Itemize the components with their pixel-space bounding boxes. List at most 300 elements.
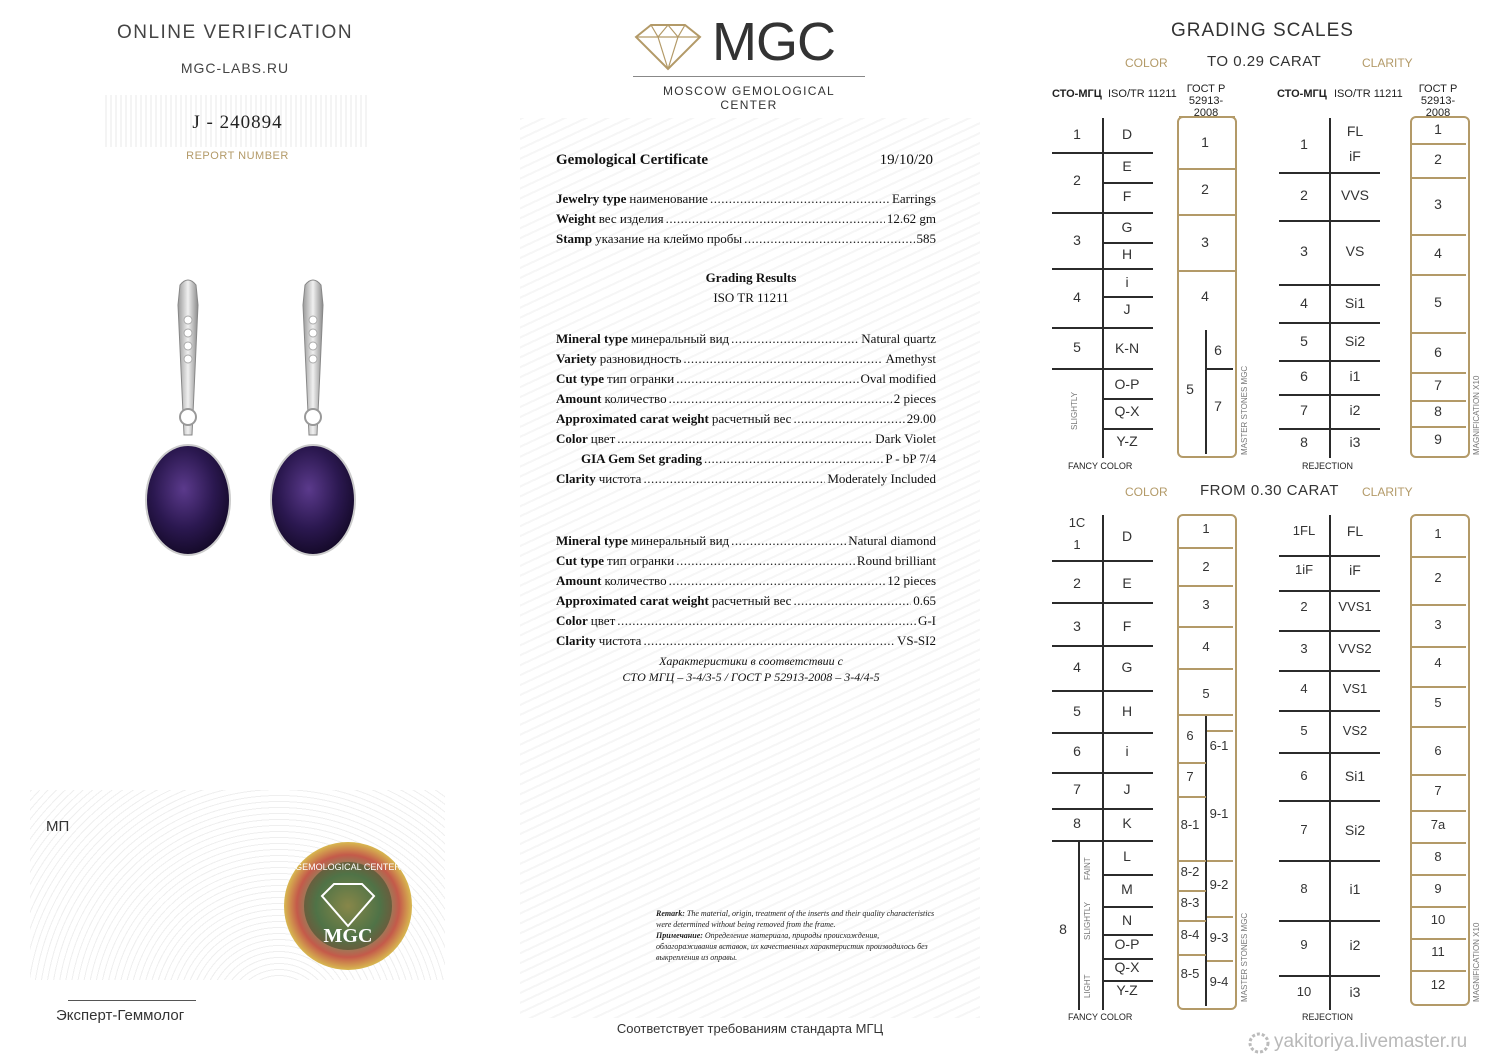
scale-cell: K [1122, 815, 1132, 831]
box-divider [1412, 686, 1466, 688]
row-label-ru: тип огранки [607, 553, 675, 568]
row-label-ru: количество [604, 573, 667, 588]
scale-line [1103, 182, 1153, 184]
scale-cell: VVS2 [1338, 641, 1372, 656]
scale-cell: 6 [1214, 342, 1222, 358]
scale-cell: 5 [1186, 381, 1194, 397]
certificate-row [556, 612, 936, 630]
grading-scales-title: GRADING SCALES [1171, 20, 1354, 41]
row-value: Earrings [891, 191, 936, 206]
signature-line [68, 1000, 196, 1001]
scale-cell: iF [1349, 148, 1361, 164]
scale-cell: 6 [1434, 344, 1442, 360]
certificate-row [556, 230, 936, 248]
box-divider [1412, 842, 1466, 844]
row-value: 585 [916, 231, 936, 246]
scale-cell: J [1123, 301, 1131, 317]
scale-cell: 8-2 [1180, 864, 1200, 879]
certificate-row [556, 210, 936, 228]
box-divider [1179, 796, 1206, 798]
certificate-row [556, 572, 936, 590]
scale-line [1330, 590, 1380, 592]
scale-cell: E [1122, 575, 1132, 591]
report-number-label: REPORT NUMBER [186, 150, 289, 162]
scale-line [1052, 645, 1102, 647]
scale-line [1052, 732, 1102, 734]
online-verification-title: ONLINE VERIFICATION [116, 22, 354, 43]
site-link[interactable]: MGC-LABS.RU [180, 60, 290, 76]
box-divider [1179, 668, 1233, 670]
scale-cell: K-N [1114, 340, 1140, 356]
box-divider [1179, 547, 1233, 549]
row-label-en: Clarity [556, 471, 596, 486]
row-leader-dots [731, 330, 859, 348]
row-label-ru: цвет [590, 431, 616, 446]
scale-cell: 1FL [1292, 523, 1316, 538]
row-value: Natural diamond [848, 533, 936, 548]
scale-line [1330, 360, 1380, 362]
row-label [556, 430, 615, 448]
rejection-label-2: REJECTION [1302, 1012, 1354, 1022]
row-label [556, 410, 791, 428]
scale-cell: 9-3 [1209, 930, 1229, 945]
gost-header-clarity [1412, 83, 1464, 119]
scale-cell: 4 [1073, 289, 1081, 305]
scale-cell: 5 [1073, 703, 1081, 719]
master-stones-label-1: MASTER STONES MGC [1240, 365, 1249, 455]
scale-line [1279, 630, 1329, 632]
scale-cell: 1 [1434, 526, 1442, 541]
box-divider [1179, 270, 1235, 272]
box-divider [1412, 726, 1466, 728]
row-label-en: Jewelry type [556, 191, 627, 206]
scale-line [1330, 172, 1380, 174]
scale-line [1103, 428, 1153, 430]
row-label [556, 572, 667, 590]
standard-footer: Соответствует требованиям стандарта МГЦ [616, 1021, 884, 1036]
scale-line [1279, 800, 1329, 802]
row-value: Oval modified [860, 371, 936, 386]
row-label-ru: разновидность [599, 351, 682, 366]
scale-cell: VVS [1340, 187, 1369, 203]
box-divider [1207, 916, 1233, 918]
scale-cell: 2 [1073, 575, 1081, 591]
scale-line [1052, 368, 1102, 370]
scale-line [1205, 330, 1207, 454]
row-label-ru: тип огранки [607, 371, 675, 386]
scale-line [1329, 515, 1331, 1010]
scale-line [1279, 710, 1329, 712]
row-label-ru: количество [604, 391, 667, 406]
scale-cell: 6-1 [1209, 738, 1229, 753]
scale-cell: 7 [1300, 822, 1308, 837]
certificate-row [556, 632, 936, 650]
scale-cell: 3 [1073, 618, 1081, 634]
scale-cell: Si1 [1344, 768, 1366, 784]
clarity-header-2: CLARITY [1362, 485, 1413, 499]
scale-cell: 1 [1073, 126, 1081, 142]
box-divider [1412, 143, 1466, 145]
scale-cell: 2 [1300, 187, 1308, 203]
scale-line [1330, 220, 1380, 222]
row-value: 2 pieces [893, 391, 936, 406]
scale-cell: i1 [1349, 368, 1361, 384]
box-divider [1179, 168, 1235, 170]
gost-header-color [1180, 83, 1232, 119]
row-label-en: Color [556, 431, 588, 446]
certificate-row [556, 370, 936, 388]
scale-line [1279, 752, 1329, 754]
scale-cell: L [1123, 848, 1131, 864]
brand-divider [633, 76, 865, 77]
scale-line [1103, 808, 1153, 810]
scale-cell: F [1122, 188, 1132, 204]
scale-cell: 10 [1296, 984, 1312, 999]
scale-cell: D [1121, 126, 1133, 142]
row-leader-dots [744, 230, 914, 248]
scale-line [1052, 560, 1102, 562]
scale-cell: 8 [1300, 881, 1308, 896]
scale-line [1279, 920, 1329, 922]
row-label [556, 470, 641, 488]
color-header-2: COLOR [1125, 485, 1168, 499]
scale-cell: 2 [1300, 599, 1308, 614]
scale-cell: 9 [1300, 937, 1308, 952]
row-leader-dots [666, 210, 885, 228]
scale-cell: 4 [1300, 295, 1308, 311]
scale-line [1330, 752, 1380, 754]
scale-cell: H [1121, 246, 1133, 262]
scale-cell: 7 [1300, 402, 1308, 418]
scale-cell: O-P [1114, 936, 1140, 952]
row-label [556, 330, 729, 348]
fancy-color-label-1: FANCY COLOR [1068, 461, 1133, 471]
scale-cell: 8-3 [1180, 895, 1200, 910]
row-label-en: Mineral type [556, 533, 628, 548]
row-label-en: Mineral type [556, 331, 628, 346]
scale-cell: 3 [1434, 617, 1442, 632]
scale-line [1052, 690, 1102, 692]
scale-line [1330, 322, 1380, 324]
scale-cell: 1 [1434, 121, 1442, 137]
scale-cell: Si2 [1344, 822, 1366, 838]
row-label [556, 612, 615, 630]
scale-cell: 9-4 [1209, 974, 1229, 989]
row-value: Amethyst [885, 351, 936, 366]
scale-cell: 8-4 [1180, 927, 1200, 942]
row-label-en: Cut type [556, 553, 605, 568]
scale-cell: 5 [1073, 339, 1081, 355]
scale-line [1103, 268, 1153, 270]
magnification-label-2: MAGNIFICATION X10 [1472, 922, 1481, 1002]
scale-cell: i3 [1349, 984, 1361, 1000]
scale-cell: i1 [1349, 881, 1361, 897]
scale-cell: Si2 [1344, 333, 1366, 349]
scale-line [1103, 906, 1153, 908]
row-label-en: Variety [556, 351, 597, 366]
box-divider [1412, 604, 1466, 606]
scale-line [1052, 268, 1102, 270]
certificate-row [556, 552, 936, 570]
scale-cell: 9-1 [1209, 806, 1229, 821]
livemaster-logo-icon [1248, 1032, 1270, 1054]
rejection-label-1: REJECTION [1302, 461, 1354, 471]
row-label-en: Cut type [556, 371, 605, 386]
scale-cell: FL [1346, 123, 1364, 139]
certificate-row [556, 532, 936, 550]
diamond-logo-icon [633, 22, 703, 72]
row-label-ru: цвет [590, 613, 616, 628]
light-label: LIGHT [1083, 974, 1092, 998]
scale-line [1330, 394, 1380, 396]
scale-line [1279, 172, 1329, 174]
certificate-date: 19/10/20 [879, 152, 933, 168]
scale-line [1279, 975, 1329, 977]
box-divider [1412, 810, 1466, 812]
box-divider [1412, 774, 1466, 776]
hologram-seal-icon [282, 840, 414, 972]
row-leader-dots [643, 470, 825, 488]
scale-line [1103, 602, 1153, 604]
row-value: 29.00 [906, 411, 936, 426]
row-leader-dots [669, 572, 886, 590]
scale-line [1330, 555, 1380, 557]
scale-cell: VVS1 [1338, 599, 1372, 614]
gost-line2: 52913-2008 [1188, 95, 1224, 119]
scale-cell: 8 [1059, 921, 1067, 937]
scale-cell: 1iF [1294, 562, 1314, 577]
certificate-row [556, 190, 936, 208]
brand-logo: MGC [712, 12, 835, 72]
scale-cell: 3 [1434, 196, 1442, 212]
scale-cell: N [1121, 912, 1133, 928]
scale-cell: 2 [1434, 151, 1442, 167]
grading-results-title: Grading Results [705, 270, 797, 285]
scale-line [1279, 322, 1329, 324]
row-label [556, 450, 702, 468]
row-value: 12.62 gm [886, 211, 936, 226]
scale-cell: 6 [1073, 743, 1081, 759]
scale-line [1330, 860, 1380, 862]
row-label-ru: минеральный вид [630, 533, 730, 548]
scale-cell: 1 [1201, 134, 1209, 150]
row-label-en: Amount [556, 391, 602, 406]
scale-line [1103, 772, 1153, 774]
row-value: Dark Violet [875, 431, 936, 446]
box-divider [1412, 426, 1466, 428]
row-leader-dots [676, 552, 855, 570]
scale-line [1052, 808, 1102, 810]
scale-cell: 8-5 [1180, 966, 1200, 981]
scale-line [1103, 242, 1153, 244]
box-divider [1412, 874, 1466, 876]
scale-line [1103, 840, 1153, 842]
scale-line [1052, 212, 1102, 214]
gost-line2: 52913-2008 [1420, 95, 1456, 119]
scale-cell: G [1121, 219, 1133, 235]
note-line1: Характеристики в соответствии с [659, 654, 843, 668]
scale-cell: G [1121, 659, 1133, 675]
row-leader-dots [643, 632, 895, 650]
scale-cell: Q-X [1114, 403, 1140, 419]
row-label [556, 532, 729, 550]
scale-cell: 4 [1202, 639, 1210, 654]
master-scale-box [1410, 514, 1470, 1006]
scale-cell: 2 [1201, 181, 1209, 197]
scale-line [1103, 212, 1153, 214]
scale-line [1330, 710, 1380, 712]
scale-line [1052, 772, 1102, 774]
report-number: J - 240894 [192, 112, 283, 133]
scale-line [1103, 560, 1153, 562]
scale-cell: VS [1345, 243, 1365, 259]
row-leader-dots [676, 370, 858, 388]
certificate-row [556, 450, 936, 468]
row-label [556, 552, 674, 570]
row-value: G-I [917, 613, 936, 628]
master-stones-label-2: MASTER STONES MGC [1240, 912, 1249, 1002]
row-leader-dots [793, 592, 911, 610]
scale-cell: FL [1346, 523, 1364, 539]
row-label-ru: расчетный вес [711, 593, 792, 608]
scale-cell: Y-Z [1116, 433, 1138, 449]
row-value: Natural quartz [861, 331, 936, 346]
scale-line [1279, 590, 1329, 592]
row-label-en: Approximated carat weight [556, 593, 709, 608]
box-divider [1412, 372, 1466, 374]
mp-label: МП [46, 818, 70, 835]
scale-line [1330, 630, 1380, 632]
box-divider [1207, 730, 1233, 732]
scale-cell: Si1 [1344, 295, 1366, 311]
scale-cell: 5 [1300, 333, 1308, 349]
scale-cell: 9-2 [1209, 877, 1229, 892]
scale-line [1279, 670, 1329, 672]
row-leader-dots [710, 190, 890, 208]
row-leader-dots [617, 612, 916, 630]
row-label-en: GIA Gem Set grading [581, 451, 702, 466]
scale-cell: 3 [1201, 234, 1209, 250]
box-divider [1412, 938, 1466, 940]
box-divider [1179, 626, 1233, 628]
scale-cell: 8 [1300, 434, 1308, 450]
scale-line [1207, 368, 1233, 370]
scale-cell: O-P [1114, 376, 1140, 392]
box-divider [1179, 214, 1235, 216]
row-value: Moderately Included [827, 471, 936, 486]
brand-subtitle: MOSCOW GEMOLOGICAL CENTER [662, 84, 836, 112]
box-divider [1412, 556, 1466, 558]
sto-header-color: СТО-МГЦ [1052, 88, 1102, 100]
scale-cell: 7 [1214, 398, 1222, 414]
scale-line [1330, 920, 1380, 922]
certificate-row [556, 470, 936, 488]
scale-cell: 2 [1073, 172, 1081, 188]
slightly-label-1: SLIGHTLY [1070, 391, 1079, 430]
scale-line [1279, 284, 1329, 286]
row-label-ru: расчетный вес [711, 411, 792, 426]
sto-header-clarity: СТО-МГЦ [1277, 88, 1327, 100]
scale-cell: 4 [1300, 681, 1308, 696]
scale-cell: 3 [1073, 232, 1081, 248]
note-text: Определение материала, природы происхождения, облагораживания вставок, их качественных характеристик производилось без выкрепления из оправы. [656, 931, 928, 962]
row-label [556, 390, 667, 408]
scale-line [1052, 602, 1102, 604]
scale-cell: 4 [1434, 655, 1442, 670]
row-label [556, 592, 791, 610]
scale-line [1330, 670, 1380, 672]
scale-line [1052, 327, 1102, 329]
box-divider [1412, 274, 1466, 276]
box-divider [1207, 860, 1233, 862]
certificate-row [556, 350, 936, 368]
scale-cell: i2 [1349, 937, 1361, 953]
box-divider [1179, 116, 1235, 118]
scale-cell: 8 [1434, 849, 1442, 864]
scale-cell: iF [1349, 562, 1361, 578]
scale-cell: J [1123, 781, 1131, 797]
scale-cell: Y-Z [1116, 982, 1138, 998]
row-label [556, 230, 742, 248]
row-label-ru: чистота [598, 633, 642, 648]
row-leader-dots [793, 410, 904, 428]
scale-cell: 1 [1300, 136, 1308, 152]
scale-line [1103, 645, 1153, 647]
certificate-title: Gemological Certificate [556, 152, 709, 168]
scale-line [1103, 874, 1153, 876]
scale-line [1279, 360, 1329, 362]
note-line2: СТО МГЦ – 3-4/3-5 / ГОСТ Р 52913-2008 – 3-4/4-5 [622, 670, 880, 684]
box-divider [1412, 646, 1466, 648]
remark-text: The material, origin, treatment of the inserts and their quality characteristics were determined without being removed from the frame. [656, 909, 935, 929]
scale-cell: 2 [1434, 570, 1442, 585]
clarity-header-1: CLARITY [1362, 56, 1413, 70]
row-value: P - bP 7/4 [885, 451, 936, 466]
slightly-label-2: SLIGHTLY [1083, 901, 1092, 940]
magnification-label-1: MAGNIFICATION X10 [1472, 375, 1481, 455]
certificate-row [556, 592, 936, 610]
scale-cell: 8-1 [1180, 817, 1200, 832]
iso-header-clarity: ISO/TR 11211 [1334, 88, 1403, 100]
scale-line [1103, 296, 1153, 298]
scale-line [1279, 555, 1329, 557]
scale-cell: 7 [1434, 377, 1442, 393]
scale-cell: i [1125, 274, 1129, 290]
scale-cell: VS1 [1342, 681, 1368, 696]
row-leader-dots [683, 350, 883, 368]
row-label [556, 370, 674, 388]
row-label-en: Amount [556, 573, 602, 588]
box-divider [1179, 920, 1206, 922]
row-label-en: Clarity [556, 633, 596, 648]
scale-cell: 1C [1068, 515, 1086, 530]
row-value: Round brilliant [856, 553, 936, 568]
scale-cell: 6 [1434, 743, 1442, 758]
box-divider [1179, 860, 1206, 862]
row-label [556, 350, 681, 368]
scale-line [1279, 220, 1329, 222]
certificate-row [556, 390, 936, 408]
remark-block [656, 908, 936, 963]
scale-cell: 1 [1202, 521, 1210, 536]
scale-cell: 3 [1202, 597, 1210, 612]
box-divider [1179, 585, 1233, 587]
scale-line [1330, 800, 1380, 802]
scale-cell: i [1125, 743, 1129, 759]
scale-line [1052, 152, 1102, 154]
box-divider [1412, 400, 1466, 402]
row-value: VS-SI2 [896, 633, 936, 648]
